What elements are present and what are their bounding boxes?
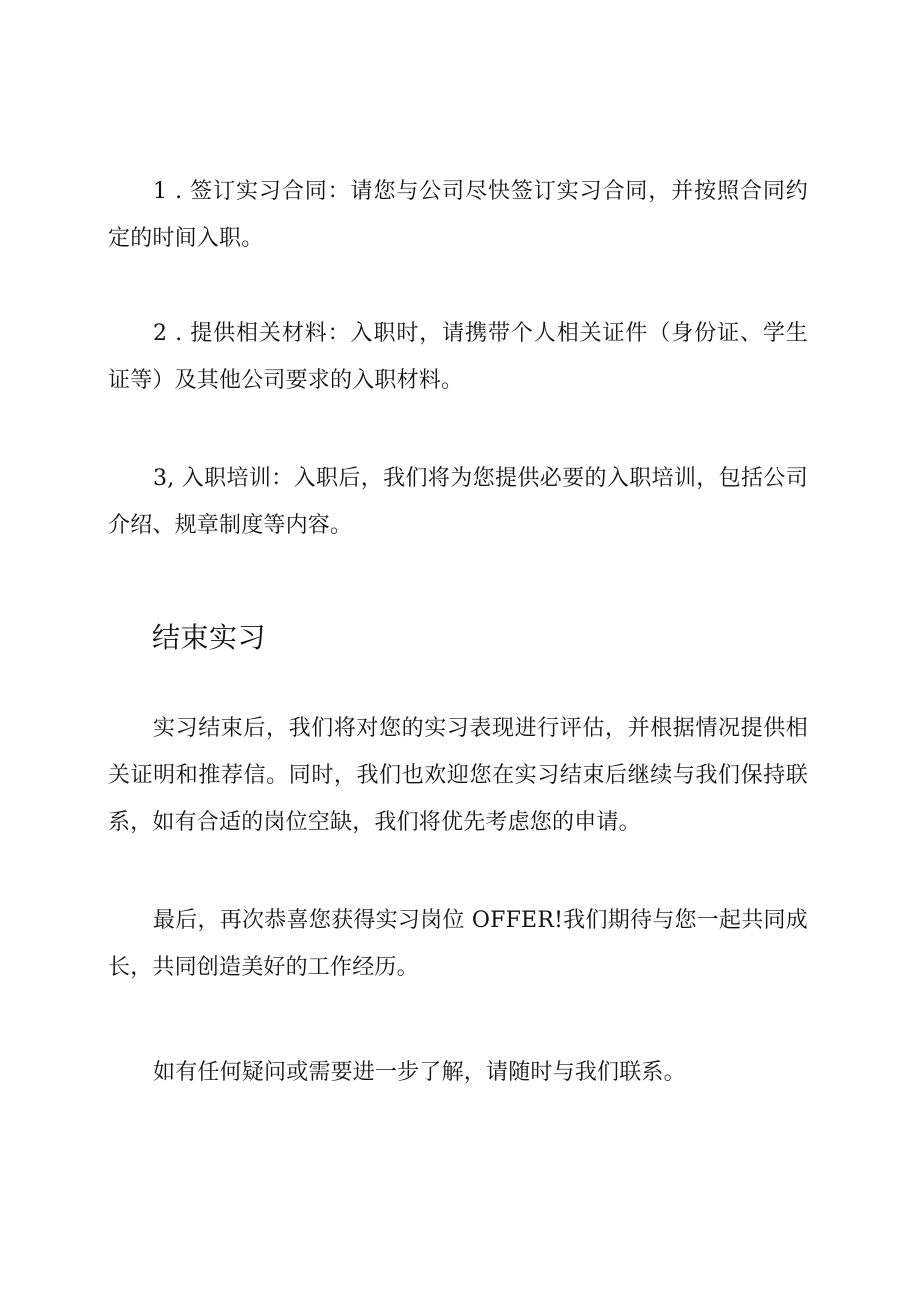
paragraph-evaluation: 实习结束后，我们将对您的实习表现进行评估，并根据情况提供相关证明和推荐信。同时，我们也欢迎您在实习结束后继续与我们保持联系，如有合适的岗位空缺，我们将优先考虑您的申请。 [108,716,808,835]
section-heading-end-internship: 结束实习 [152,621,267,654]
paragraph-congratulations: 最后，再次恭喜您获得实习岗位 OFFER!我们期待与您一起共同成长，共同创造美好的工作经历。 [108,908,808,980]
list-item-onboarding-training: 3, 入职培训：入职后，我们将为您提供必要的入职培训，包括公司介绍、规章制度等内容。 [108,466,808,538]
list-item-provide-materials: 2 . 提供相关材料：入职时，请携带个人相关证件（身份证、学生证等）及其他公司要求的入职材料。 [108,321,808,393]
list-item-sign-contract: 1 . 签订实习合同：请您与公司尽快签订实习合同，并按照合同约定的时间入职。 [108,179,808,251]
paragraph-contact: 如有任何疑问或需要进一步了解，请随时与我们联系。 [153,1060,686,1085]
